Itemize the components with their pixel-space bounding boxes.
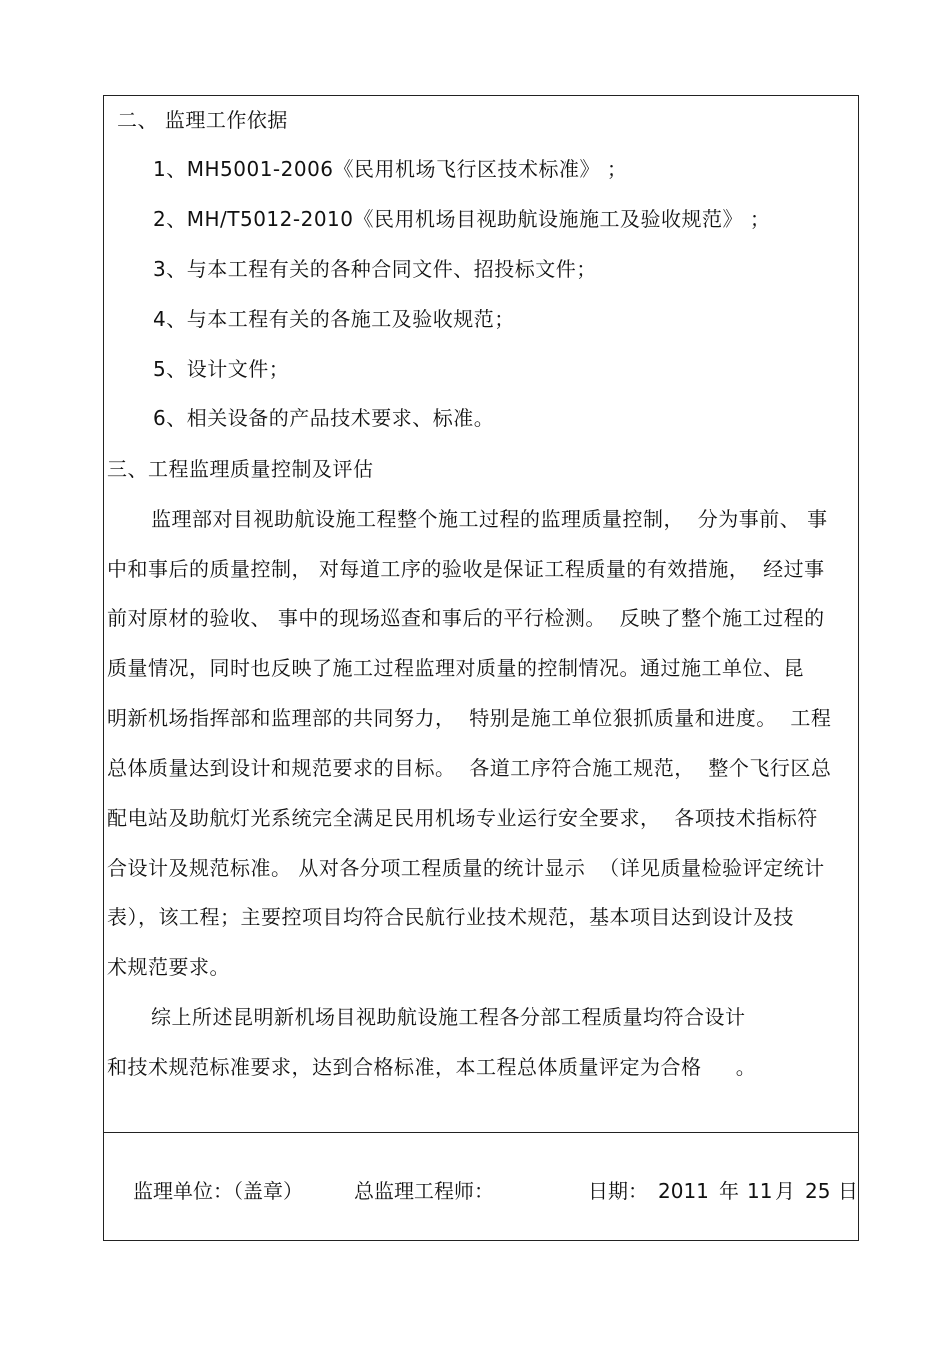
paragraph-line: 合设计及规范标准。 从对各分项工程质量的统计显示 （详见质量检验评定统计 [107, 856, 825, 880]
paragraph-line: 监理部对目视助航设施工程整个施工过程的监理质量控制， 分为事前、 事 [151, 507, 828, 531]
paragraph-line: 中和事后的质量控制， 对每道工序的验收是保证工程质量的有效措施， 经过事 [107, 557, 825, 581]
paragraph-line: 总体质量达到设计和规范要求的目标。 各道工序符合施工规范， 整个飞行区总 [107, 756, 832, 780]
section2-heading: 二、 监理工作依据 [117, 108, 288, 132]
date-day-unit: 日 [838, 1179, 858, 1203]
signature-divider [103, 1132, 859, 1133]
date-month-unit: 月 [775, 1179, 795, 1203]
paragraph-line: 术规范要求。 [107, 955, 230, 979]
basis-item-3: 3、与本工程有关的各种合同文件、招投标文件； [153, 257, 597, 281]
basis-item-2: 2、MH/T5012-2010《民用机场目视助航设施施工及验收规范》 ； [153, 207, 771, 231]
paragraph-line: 质量情况，同时也反映了施工过程监理对质量的控制情况。通过施工单位、昆 [107, 656, 804, 680]
section3-heading: 三、工程监理质量控制及评估 [107, 457, 374, 481]
date-year-unit: 年 [719, 1179, 739, 1203]
date-day: 25 [805, 1179, 831, 1203]
supervision-unit-label: 监理单位：（盖章） [133, 1179, 303, 1203]
paragraph-line: 前对原材的验收、 事中的现场巡查和事后的平行检测。 反映了整个施工过程的 [107, 606, 825, 630]
basis-item-5: 5、设计文件； [153, 357, 290, 381]
date-month: 11 [747, 1179, 773, 1203]
paragraph-line: 配电站及助航灯光系统完全满足民用机场专业运行安全要求， 各项技术指标符 [107, 806, 818, 830]
basis-item-6: 6、相关设备的产品技术要求、标准。 [153, 406, 495, 430]
basis-item-1: 1、MH5001-2006《民用机场飞行区技术标准》 ； [153, 157, 628, 181]
conclusion-line: 综上所述昆明新机场目视助航设施工程各分部工程质量均符合设计 [151, 1005, 746, 1029]
paragraph-line: 明新机场指挥部和监理部的共同努力， 特别是施工单位狠抓质量和进度。 工程 [107, 706, 832, 730]
conclusion-line: 和技术规范标准要求，达到合格标准，本工程总体质量评定为合格 。 [107, 1055, 757, 1079]
date-year: 2011 [658, 1179, 709, 1203]
date-label: 日期： [588, 1179, 648, 1203]
chief-engineer-label: 总监理工程师： [354, 1179, 494, 1203]
paragraph-line: 表），该工程；主要控项目均符合民航行业技术规范，基本项目达到设计及技 [107, 905, 794, 929]
basis-item-4: 4、与本工程有关的各施工及验收规范； [153, 307, 515, 331]
